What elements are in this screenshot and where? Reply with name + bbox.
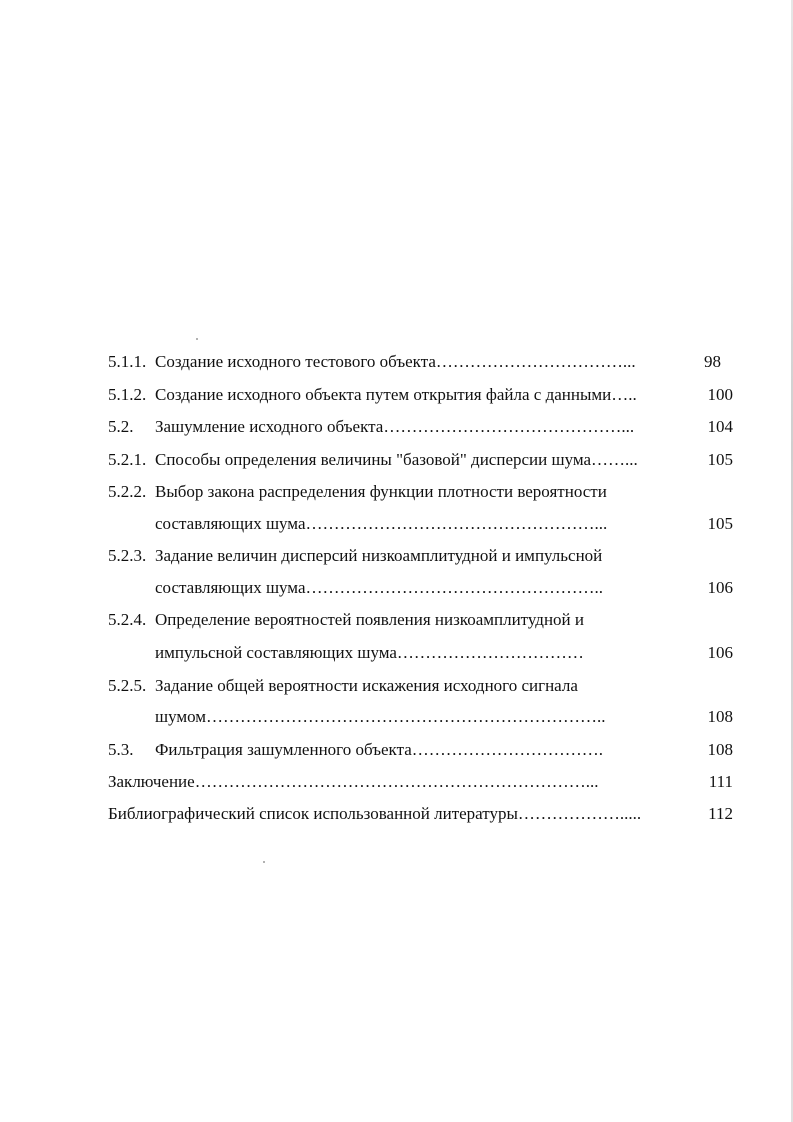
toc-entry-title: Заключение……………………………………………………………... <box>108 772 599 791</box>
toc-entry <box>108 543 733 569</box>
toc-entry-number: 5.2.2. <box>108 482 147 501</box>
toc-entry-title: Создание исходного объекта путем открытия файла с данными….. <box>155 385 637 404</box>
toc-entry-continuation <box>108 511 733 537</box>
toc-entry-page: 98 <box>704 352 721 371</box>
toc-entry-page: 106 <box>707 578 733 597</box>
toc-entry-title: Создание исходного тестового объекта……………………………... <box>155 352 636 371</box>
toc-entry-page: 105 <box>707 514 733 533</box>
toc-entry-title: шумом…………………………………………………………….. <box>155 707 606 726</box>
toc-entry <box>108 607 733 633</box>
toc-entry <box>108 737 733 763</box>
toc-entry-title: Способы определения величины "базовой" дисперсии шума……... <box>155 450 638 469</box>
toc-entry <box>108 801 733 827</box>
toc-entry-continuation <box>108 575 733 601</box>
toc-entry <box>108 414 733 440</box>
toc-entry-number: 5.2.1. <box>108 450 147 469</box>
toc-entry-number: 5.2.3. <box>108 546 147 565</box>
toc-entry-page: 106 <box>707 643 733 662</box>
toc-entry-title: составляющих шума…………………………………………….. <box>155 578 603 597</box>
toc-entry <box>108 769 733 795</box>
toc-entry-title: Определение вероятностей появления низкоамплитудной и <box>155 610 585 629</box>
toc-entry-title: импульсной составляющих шума…………………………… <box>155 643 584 662</box>
scan-speck <box>263 861 265 863</box>
toc-entry-number: 5.2. <box>108 417 134 436</box>
toc-entry-number: 5.1.2. <box>108 385 147 404</box>
toc-entry-title: Задание величин дисперсий низкоамплитудной и импульсной <box>155 546 603 565</box>
toc-entry <box>108 673 733 699</box>
toc-entry-number: 5.2.4. <box>108 610 147 629</box>
toc-entry-number: 5.2.5. <box>108 676 147 695</box>
toc-entry-number: 5.1.1. <box>108 352 147 371</box>
toc-entry-continuation <box>108 640 733 666</box>
toc-entry <box>108 479 733 505</box>
toc-entry-page: 112 <box>708 804 733 823</box>
toc-entry-title: Зашумление исходного объекта……………………………………... <box>155 417 635 436</box>
toc-entry-title: Выбор закона распределения функции плотности вероятности <box>155 482 607 501</box>
toc-entry <box>108 349 733 375</box>
toc-entry-page: 105 <box>707 450 733 469</box>
toc-entry-title: Библиографический список использованной литературы………………..... <box>108 804 642 823</box>
toc-entry <box>108 382 733 408</box>
toc-entry-page: 108 <box>707 740 733 759</box>
toc-entry-page: 100 <box>707 385 733 404</box>
toc-entry-page: 111 <box>708 772 733 791</box>
toc-entry-title: Фильтрация зашумленного объекта……………………………. <box>155 740 604 759</box>
toc-entry-title: составляющих шума……………………………………………... <box>155 514 608 533</box>
toc-entry-number: 5.3. <box>108 740 134 759</box>
toc-entry-continuation <box>108 704 733 730</box>
scan-speck <box>196 338 198 340</box>
toc-entry-page: 104 <box>707 417 733 436</box>
toc-entry-title: Задание общей вероятности искажения исходного сигнала <box>155 676 578 695</box>
toc-entry-page: 108 <box>707 707 733 726</box>
toc-entry <box>108 447 733 473</box>
